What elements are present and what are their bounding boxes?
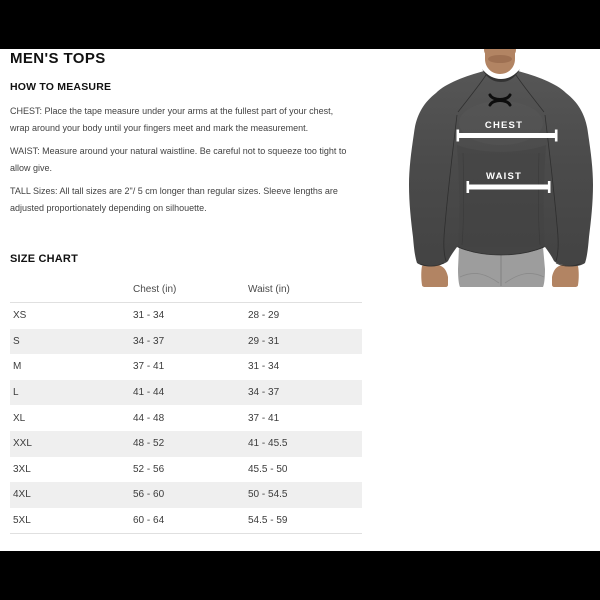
table-row xyxy=(10,303,362,329)
cell-waist: 31 - 34 xyxy=(248,361,280,373)
page-title: MEN'S TOPS xyxy=(10,50,106,67)
table-row xyxy=(10,482,362,508)
table-row xyxy=(10,354,362,380)
model-photo-graphic xyxy=(400,49,600,287)
cell-size: XL xyxy=(13,412,26,424)
cell-chest: 44 - 48 xyxy=(133,412,165,424)
cell-size: L xyxy=(13,387,19,399)
model-shirt xyxy=(409,69,593,266)
cell-chest: 60 - 64 xyxy=(133,508,248,534)
column-header-size xyxy=(10,276,133,303)
cell-waist: 41 - 45.5 xyxy=(248,438,288,450)
table-row xyxy=(10,508,362,534)
cell-waist: 29 - 31 xyxy=(248,335,280,347)
cell-waist: 50 - 54.5 xyxy=(248,489,288,501)
cell-chest: 56 - 60 xyxy=(133,489,165,501)
table-row xyxy=(10,329,362,355)
cell-size: XXL xyxy=(13,438,32,450)
model-photo xyxy=(400,49,600,287)
cell-chest: 34 - 37 xyxy=(133,335,165,347)
how-to-measure-section xyxy=(10,103,350,223)
cell-waist: 34 - 37 xyxy=(248,387,280,399)
cell-size: M xyxy=(13,361,22,373)
cell-size: 3XL xyxy=(13,463,31,475)
cell-chest: 37 - 41 xyxy=(133,361,165,373)
cell-chest: 48 - 52 xyxy=(133,438,165,450)
measure-instruction-waist: WAIST: Measure around your natural waistline. Be careful not to squeeze too tight to allow give. xyxy=(10,146,347,173)
cell-waist: 37 - 41 xyxy=(248,412,280,424)
bottom-letterbox-bar xyxy=(0,551,600,600)
cell-waist: 54.5 - 59 xyxy=(248,508,362,534)
size-chart-heading: SIZE CHART xyxy=(10,253,78,265)
cell-waist: 45.5 - 50 xyxy=(248,463,288,475)
cell-chest: 31 - 34 xyxy=(133,310,165,322)
waist-label: WAIST xyxy=(485,171,523,182)
table-header-row xyxy=(10,276,362,303)
cell-size: 4XL xyxy=(13,489,31,501)
chest-label: CHEST xyxy=(484,120,524,131)
cell-size: 5XL xyxy=(10,508,133,534)
cell-size: S xyxy=(13,335,20,347)
top-letterbox-bar xyxy=(0,0,600,49)
measure-instruction-tall: TALL Sizes: All tall sizes are 2"/ 5 cm longer than regular sizes. Sleeve lengths are adjusted proportionately depending on silhouette. xyxy=(10,186,338,213)
column-header-chest: Chest (in) xyxy=(133,276,248,303)
table-row xyxy=(10,431,362,457)
table-row xyxy=(10,380,362,406)
cell-chest: 41 - 44 xyxy=(133,387,165,399)
table-row xyxy=(10,457,362,483)
table-row xyxy=(10,405,362,431)
cell-size: XS xyxy=(13,310,27,322)
column-header-waist: Waist (in) xyxy=(248,276,362,303)
size-chart-table xyxy=(10,276,362,534)
cell-waist: 28 - 29 xyxy=(248,310,280,322)
cell-chest: 52 - 56 xyxy=(133,463,165,475)
how-to-measure-heading: HOW TO MEASURE xyxy=(10,81,112,93)
size-table-body xyxy=(10,303,362,534)
measure-instruction-chest: CHEST: Place the tape measure under your arms at the fullest part of your chest, wrap around your body until your fingers meet and mark the measurement. xyxy=(10,106,334,133)
model-neck xyxy=(484,49,516,74)
